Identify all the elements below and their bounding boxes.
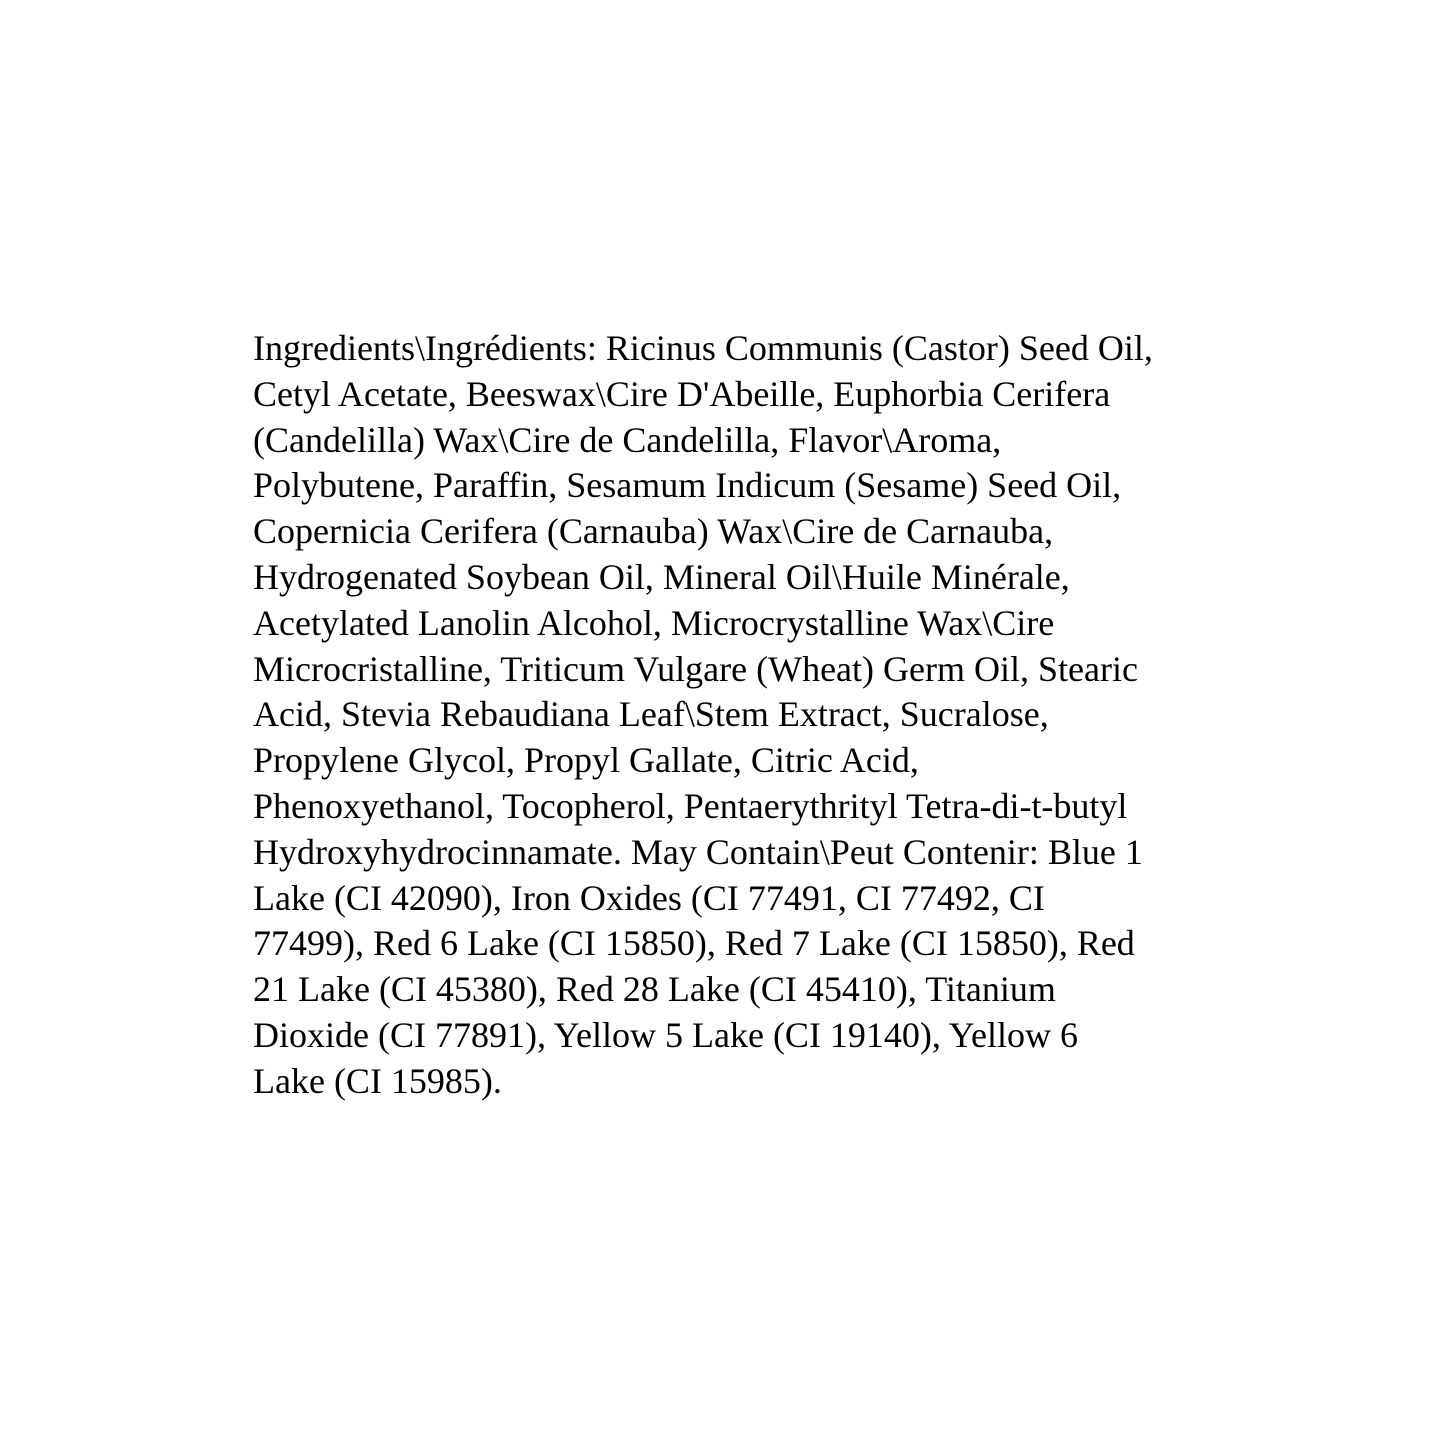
ingredients-line: Cetyl Acetate, Beeswax\Cire D'Abeille, Euphorbia Cerifera — [253, 373, 1111, 414]
ingredients-line: Lake (CI 15985). — [253, 1060, 502, 1101]
ingredients-line: Propylene Glycol, Propyl Gallate, Citric Acid, — [253, 740, 919, 781]
ingredients-line: Phenoxyethanol, Tocopherol, Pentaerythrityl Tetra-di-t-butyl — [253, 785, 1128, 826]
ingredients-line: Copernicia Cerifera (Carnauba) Wax\Cire de Carnauba, — [253, 511, 1054, 552]
ingredients-line: Dioxide (CI 77891), Yellow 5 Lake (CI 19140), Yellow 6 — [253, 1014, 1078, 1055]
ingredients-line: (Candelilla) Wax\Cire de Candelilla, Flavor\Aroma, — [253, 419, 1002, 460]
ingredients-line: Lake (CI 42090), Iron Oxides (CI 77491, CI 77492, CI — [253, 877, 1045, 918]
ingredients-text-block — [253, 326, 1233, 1105]
ingredients-line: 77499), Red 6 Lake (CI 15850), Red 7 Lake (CI 15850), Red — [253, 923, 1135, 964]
ingredients-line: Hydrogenated Soybean Oil, Mineral Oil\Huile Minérale, — [253, 556, 1070, 597]
ingredients-line: Ingredients\Ingrédients: Ricinus Communis (Castor) Seed Oil, — [253, 328, 1153, 368]
ingredients-line: 21 Lake (CI 45380), Red 28 Lake (CI 45410), Titanium — [253, 969, 1056, 1010]
ingredients-line: Microcristalline, Triticum Vulgare (Wheat) Germ Oil, Stearic — [253, 648, 1138, 689]
ingredients-line: Hydroxyhydrocinnamate. May Contain\Peut Contenir: Blue 1 — [253, 831, 1143, 872]
ingredients-line: Acetylated Lanolin Alcohol, Microcrystalline Wax\Cire — [253, 602, 1055, 643]
ingredients-line: Acid, Stevia Rebaudiana Leaf\Stem Extract, Sucralose, — [253, 694, 1049, 735]
ingredients-line: Polybutene, Paraffin, Sesamum Indicum (Sesame) Seed Oil, — [253, 465, 1122, 506]
